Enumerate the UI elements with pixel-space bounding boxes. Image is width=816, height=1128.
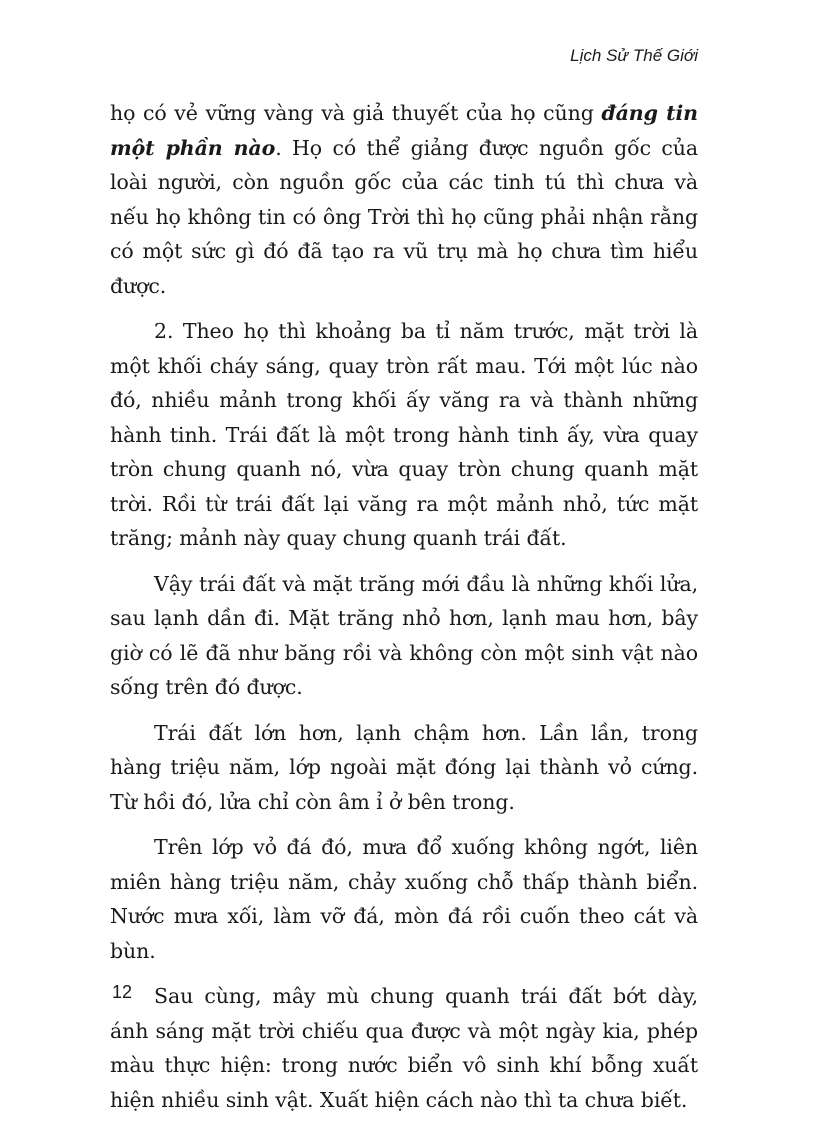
paragraph-1-emphasis: đáng tin một phần nào [110, 101, 698, 160]
paragraph-1-before: họ có vẻ vững vàng và giả thuyết của họ cũng [110, 101, 602, 125]
running-header-title: Lịch Sử Thế Giới [570, 46, 698, 65]
paragraph-1-after: . Họ có thể giảng được nguồn gốc của loài người, còn nguồn gốc của các tinh tú thì chưa và nếu họ không tin có ông Trời thì họ cũng phải nhận rằng có một sức gì đó đã tạo ra vũ trụ mà họ chưa tìm hiểu được. [110, 135, 698, 298]
page-number: 12 [112, 982, 133, 1002]
page-body-text [110, 96, 698, 1128]
paragraph-4: Trái đất lớn hơn, lạnh chậm hơn. Lần lần, trong hàng triệu năm, lớp ngoài mặt đóng lại thành vỏ cứng. Từ hồi đó, lửa chỉ còn âm ỉ ở bên trong. [110, 720, 698, 814]
paragraph-6: Sau cùng, mây mù chung quanh trái đất bớt dày, ánh sáng mặt trời chiếu qua được và một ngày kia, phép màu thực hiện: trong nước biển vô sinh khí bỗng xuất hiện nhiều sinh vật. Xuất hiện cách nào thì ta chưa biết. [110, 984, 698, 1112]
paragraph-3: Vậy trái đất và mặt trăng mới đầu là những khối lửa, sau lạnh dần đi. Mặt trăng nhỏ hơn, lạnh mau hơn, bây giờ có lẽ đã như băng rồi và không còn một sinh vật nào sống trên đó được. [110, 571, 698, 699]
paragraph-5: Trên lớp vỏ đá đó, mưa đổ xuống không ngớt, liên miên hàng triệu năm, chảy xuống chỗ thấp thành biển. Nước mưa xối, làm vỡ đá, mòn đá rồi cuốn theo cát và bùn. [110, 835, 698, 963]
paragraph-2: 2. Theo họ thì khoảng ba tỉ năm trước, mặt trời là một khối cháy sáng, quay tròn rất mau. Tới một lúc nào đó, nhiều mảnh trong khối ấy văng ra và thành những hành tinh. Trái đất là một trong hành tinh ấy, vừa quay tròn chung quanh nó, vừa quay tròn chung quanh mặt trời. Rồi từ trái đất lại văng ra một mảnh nhỏ, tức mặt trăng; mảnh này quay chung quanh trái đất. [110, 319, 698, 550]
paragraph-1 [110, 96, 698, 303]
